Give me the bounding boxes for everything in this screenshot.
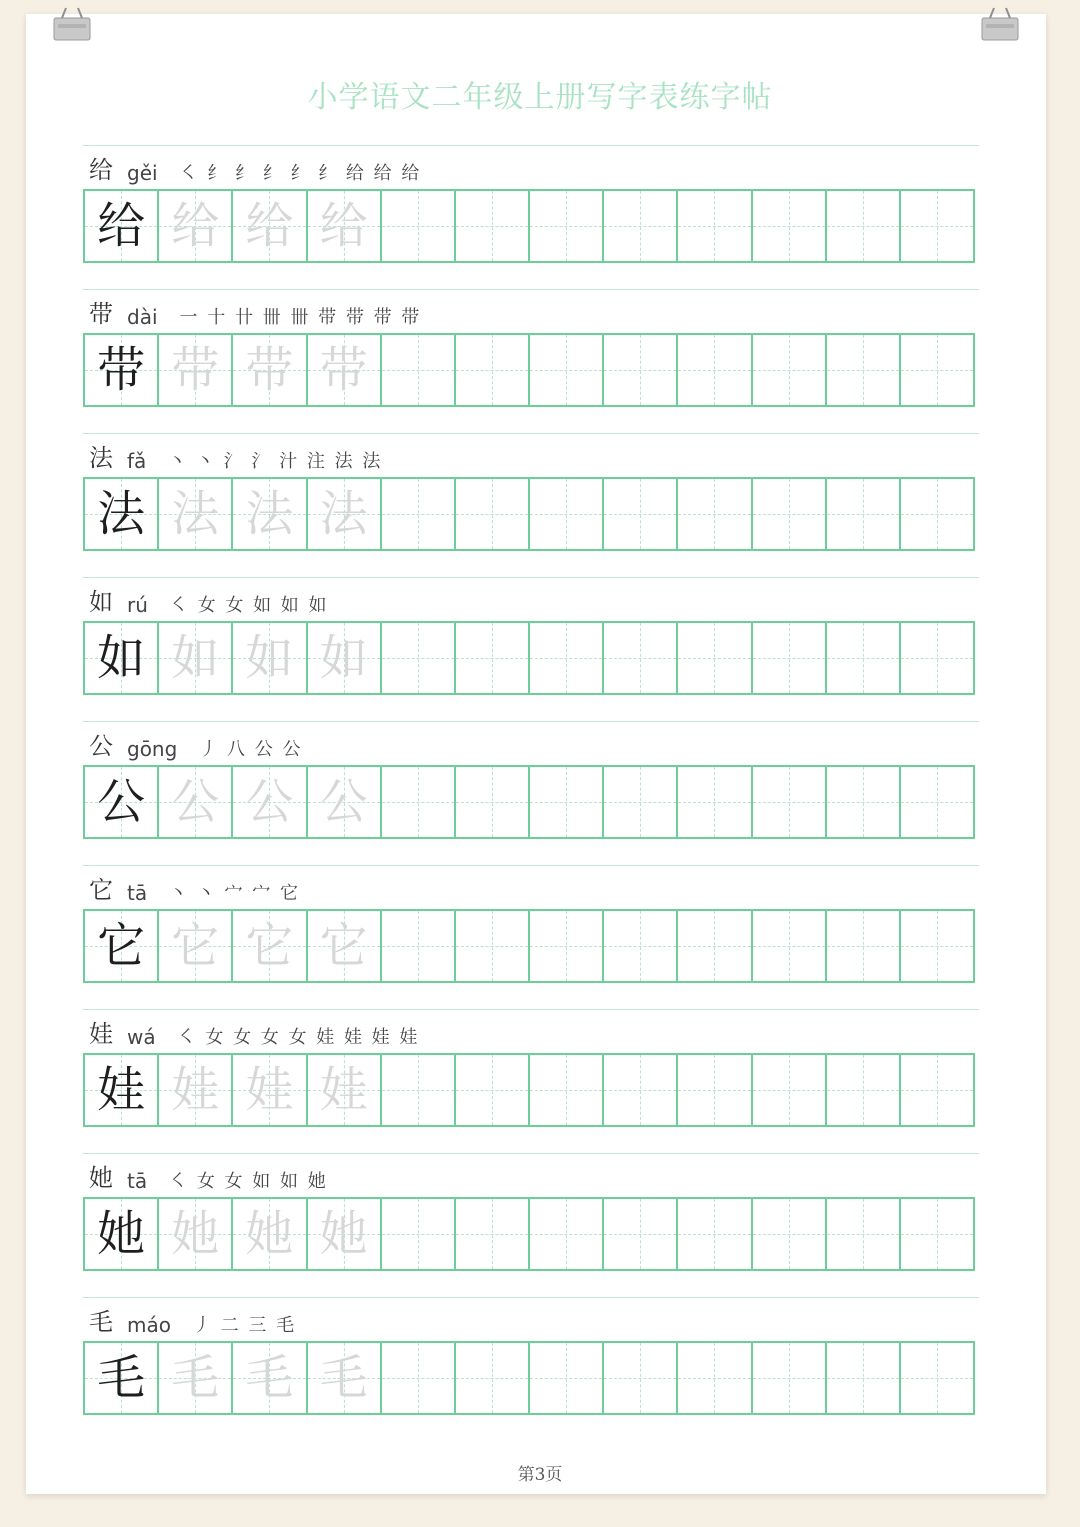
empty-practice-cell[interactable] bbox=[528, 1199, 602, 1269]
trace-character-cell bbox=[306, 479, 380, 549]
writing-grid bbox=[83, 765, 975, 839]
trace-character: 毛 bbox=[171, 1350, 220, 1406]
model-character: 娃 bbox=[97, 1062, 146, 1118]
empty-practice-cell[interactable] bbox=[380, 623, 454, 693]
empty-practice-cell[interactable] bbox=[676, 623, 750, 693]
empty-practice-cell[interactable] bbox=[899, 623, 973, 693]
pinyin-label: tā bbox=[127, 1169, 148, 1193]
trace-character-cell bbox=[231, 1199, 305, 1269]
trace-character: 给 bbox=[245, 198, 294, 254]
trace-character-cell bbox=[231, 191, 305, 261]
trace-character: 给 bbox=[171, 198, 220, 254]
trace-character-cell bbox=[231, 335, 305, 405]
trace-character-cell bbox=[306, 623, 380, 693]
trace-character: 毛 bbox=[245, 1350, 294, 1406]
empty-practice-cell[interactable] bbox=[751, 1343, 825, 1413]
empty-practice-cell[interactable] bbox=[528, 623, 602, 693]
trace-character-cell bbox=[306, 767, 380, 837]
empty-practice-cell[interactable] bbox=[602, 1343, 676, 1413]
character-label: 娃 bbox=[89, 1020, 113, 1048]
row-divider bbox=[83, 145, 979, 146]
writing-grid bbox=[83, 1053, 975, 1127]
pinyin-label: máo bbox=[127, 1313, 171, 1337]
practice-row bbox=[83, 145, 979, 275]
empty-practice-cell[interactable] bbox=[825, 191, 899, 261]
empty-practice-cell[interactable] bbox=[825, 479, 899, 549]
empty-practice-cell[interactable] bbox=[751, 623, 825, 693]
row-divider bbox=[83, 865, 979, 866]
model-character-cell bbox=[85, 191, 157, 261]
empty-practice-cell[interactable] bbox=[676, 479, 750, 549]
empty-practice-cell[interactable] bbox=[454, 911, 528, 981]
model-character-cell bbox=[85, 479, 157, 549]
empty-practice-cell[interactable] bbox=[676, 1343, 750, 1413]
empty-practice-cell[interactable] bbox=[751, 479, 825, 549]
empty-practice-cell[interactable] bbox=[751, 767, 825, 837]
trace-character-cell bbox=[157, 1343, 231, 1413]
practice-row bbox=[83, 721, 979, 851]
stroke-order: ㇛ 女 女 女 女 娃 娃 娃 娃 bbox=[177, 1027, 420, 1048]
practice-row bbox=[83, 1153, 979, 1283]
writing-grid bbox=[83, 1197, 975, 1271]
empty-practice-cell[interactable] bbox=[454, 1199, 528, 1269]
trace-character-cell bbox=[231, 1343, 305, 1413]
character-label: 公 bbox=[89, 732, 113, 760]
empty-practice-cell[interactable] bbox=[454, 1055, 528, 1125]
trace-character: 它 bbox=[245, 918, 294, 974]
empty-practice-cell[interactable] bbox=[825, 1343, 899, 1413]
empty-practice-cell[interactable] bbox=[899, 767, 973, 837]
trace-character: 她 bbox=[171, 1206, 220, 1262]
model-character: 毛 bbox=[97, 1350, 146, 1406]
empty-practice-cell[interactable] bbox=[602, 767, 676, 837]
writing-grid bbox=[83, 909, 975, 983]
empty-practice-cell[interactable] bbox=[528, 479, 602, 549]
writing-grid bbox=[83, 621, 975, 695]
trace-character: 她 bbox=[245, 1206, 294, 1262]
trace-character: 她 bbox=[319, 1206, 368, 1262]
empty-practice-cell[interactable] bbox=[899, 1343, 973, 1413]
trace-character: 带 bbox=[171, 342, 220, 398]
empty-practice-cell[interactable] bbox=[899, 911, 973, 981]
practice-row bbox=[83, 865, 979, 995]
stroke-order: ㇛ 女 女 如 如 如 bbox=[169, 595, 329, 616]
model-character: 给 bbox=[97, 198, 146, 254]
model-character-cell bbox=[85, 1055, 157, 1125]
character-info bbox=[89, 1019, 419, 1049]
character-info bbox=[89, 299, 421, 329]
model-character: 它 bbox=[97, 918, 146, 974]
trace-character: 它 bbox=[319, 918, 368, 974]
model-character: 公 bbox=[97, 774, 146, 830]
row-divider bbox=[83, 721, 979, 722]
trace-character: 公 bbox=[171, 774, 220, 830]
row-divider bbox=[83, 1153, 979, 1154]
trace-character-cell bbox=[157, 479, 231, 549]
trace-character-cell bbox=[306, 1055, 380, 1125]
stroke-order: 丶 丶 氵 氵 汁 注 法 法 bbox=[168, 451, 383, 472]
trace-character: 娃 bbox=[245, 1062, 294, 1118]
trace-character-cell bbox=[306, 191, 380, 261]
character-label: 毛 bbox=[89, 1308, 113, 1336]
trace-character-cell bbox=[306, 335, 380, 405]
row-divider bbox=[83, 1009, 979, 1010]
trace-character-cell bbox=[231, 479, 305, 549]
practice-row bbox=[83, 577, 979, 707]
trace-character: 娃 bbox=[171, 1062, 220, 1118]
writing-grid bbox=[83, 1341, 975, 1415]
empty-practice-cell[interactable] bbox=[528, 191, 602, 261]
practice-row bbox=[83, 1009, 979, 1139]
empty-practice-cell[interactable] bbox=[602, 623, 676, 693]
character-label: 给 bbox=[89, 156, 113, 184]
model-character: 法 bbox=[97, 486, 146, 542]
empty-practice-cell[interactable] bbox=[528, 1055, 602, 1125]
model-character: 如 bbox=[97, 630, 146, 686]
binder-clip-icon bbox=[52, 6, 92, 42]
page-title: 小学语文二年级上册写字表练字帖 bbox=[307, 80, 773, 115]
practice-row bbox=[83, 433, 979, 563]
empty-practice-cell[interactable] bbox=[528, 911, 602, 981]
empty-practice-cell[interactable] bbox=[676, 335, 750, 405]
trace-character: 法 bbox=[171, 486, 220, 542]
character-info bbox=[89, 155, 421, 185]
stroke-order: 一 十 卄 卌 卌 带 带 带 带 bbox=[179, 307, 422, 328]
page-number: 第3页 bbox=[517, 1465, 563, 1485]
writing-grid bbox=[83, 477, 975, 551]
trace-character: 公 bbox=[245, 774, 294, 830]
row-divider bbox=[83, 577, 979, 578]
trace-character-cell bbox=[157, 335, 231, 405]
character-info bbox=[89, 1163, 328, 1193]
empty-practice-cell[interactable] bbox=[528, 335, 602, 405]
trace-character: 毛 bbox=[319, 1350, 368, 1406]
character-info bbox=[89, 875, 300, 905]
stroke-order: 丿 二 三 毛 bbox=[192, 1315, 297, 1336]
empty-practice-cell[interactable] bbox=[602, 911, 676, 981]
writing-grid bbox=[83, 189, 975, 263]
trace-character: 它 bbox=[171, 918, 220, 974]
empty-practice-cell[interactable] bbox=[751, 1199, 825, 1269]
practice-row bbox=[83, 1297, 979, 1427]
trace-character: 法 bbox=[319, 486, 368, 542]
trace-character: 如 bbox=[245, 630, 294, 686]
empty-practice-cell[interactable] bbox=[676, 911, 750, 981]
empty-practice-cell[interactable] bbox=[825, 335, 899, 405]
empty-practice-cell[interactable] bbox=[825, 1199, 899, 1269]
empty-practice-cell[interactable] bbox=[751, 911, 825, 981]
character-label: 她 bbox=[89, 1164, 113, 1192]
empty-practice-cell[interactable] bbox=[454, 479, 528, 549]
model-character-cell bbox=[85, 1199, 157, 1269]
empty-practice-cell[interactable] bbox=[676, 1055, 750, 1125]
practice-row bbox=[83, 289, 979, 419]
empty-practice-cell[interactable] bbox=[676, 767, 750, 837]
empty-practice-cell[interactable] bbox=[528, 1343, 602, 1413]
empty-practice-cell[interactable] bbox=[602, 479, 676, 549]
empty-practice-cell[interactable] bbox=[899, 479, 973, 549]
pinyin-label: gōng bbox=[127, 737, 178, 761]
empty-practice-cell[interactable] bbox=[380, 191, 454, 261]
trace-character-cell bbox=[231, 767, 305, 837]
row-divider bbox=[83, 433, 979, 434]
trace-character: 带 bbox=[319, 342, 368, 398]
empty-practice-cell[interactable] bbox=[528, 767, 602, 837]
pinyin-label: wá bbox=[127, 1025, 156, 1049]
row-divider bbox=[83, 1297, 979, 1298]
trace-character-cell bbox=[157, 767, 231, 837]
trace-character: 法 bbox=[245, 486, 294, 542]
character-info bbox=[89, 1307, 296, 1337]
model-character-cell bbox=[85, 335, 157, 405]
empty-practice-cell[interactable] bbox=[676, 1199, 750, 1269]
empty-practice-cell[interactable] bbox=[602, 1199, 676, 1269]
empty-practice-cell[interactable] bbox=[825, 623, 899, 693]
trace-character-cell bbox=[231, 1055, 305, 1125]
model-character: 带 bbox=[97, 342, 146, 398]
character-info bbox=[89, 731, 302, 761]
pinyin-label: dài bbox=[127, 305, 158, 329]
empty-practice-cell[interactable] bbox=[751, 335, 825, 405]
trace-character-cell bbox=[157, 1055, 231, 1125]
stroke-order: 丿 八 公 公 bbox=[199, 739, 303, 760]
stroke-order: 丶 丶 宀 宀 它 bbox=[169, 883, 300, 904]
trace-character: 给 bbox=[319, 198, 368, 254]
trace-character-cell bbox=[306, 1199, 380, 1269]
empty-practice-cell[interactable] bbox=[380, 767, 454, 837]
character-label: 它 bbox=[89, 876, 113, 904]
character-info bbox=[89, 587, 329, 617]
character-label: 如 bbox=[89, 588, 113, 616]
model-character: 她 bbox=[97, 1206, 146, 1262]
empty-practice-cell[interactable] bbox=[602, 335, 676, 405]
empty-practice-cell[interactable] bbox=[454, 623, 528, 693]
model-character-cell bbox=[85, 1343, 157, 1413]
empty-practice-cell[interactable] bbox=[751, 1055, 825, 1125]
empty-practice-cell[interactable] bbox=[602, 191, 676, 261]
empty-practice-cell[interactable] bbox=[899, 1199, 973, 1269]
empty-practice-cell[interactable] bbox=[899, 191, 973, 261]
empty-practice-cell[interactable] bbox=[380, 1055, 454, 1125]
model-character-cell bbox=[85, 911, 157, 981]
empty-practice-cell[interactable] bbox=[380, 335, 454, 405]
stroke-order: ㇛ 女 女 如 如 她 bbox=[169, 1171, 328, 1192]
model-character-cell bbox=[85, 767, 157, 837]
character-label: 带 bbox=[89, 300, 113, 328]
empty-practice-cell[interactable] bbox=[751, 191, 825, 261]
trace-character-cell bbox=[231, 623, 305, 693]
writing-grid bbox=[83, 333, 975, 407]
trace-character-cell bbox=[306, 1343, 380, 1413]
character-info bbox=[89, 443, 382, 473]
pinyin-label: fǎ bbox=[127, 449, 147, 473]
empty-practice-cell[interactable] bbox=[602, 1055, 676, 1125]
empty-practice-cell[interactable] bbox=[454, 335, 528, 405]
trace-character-cell bbox=[231, 911, 305, 981]
empty-practice-cell[interactable] bbox=[899, 335, 973, 405]
trace-character-cell bbox=[157, 191, 231, 261]
empty-practice-cell[interactable] bbox=[825, 1055, 899, 1125]
empty-practice-cell[interactable] bbox=[825, 767, 899, 837]
empty-practice-cell[interactable] bbox=[380, 1199, 454, 1269]
empty-practice-cell[interactable] bbox=[454, 191, 528, 261]
pinyin-label: tā bbox=[127, 881, 148, 905]
pinyin-label: rú bbox=[127, 593, 148, 617]
empty-practice-cell[interactable] bbox=[454, 767, 528, 837]
trace-character: 如 bbox=[319, 630, 368, 686]
trace-character-cell bbox=[157, 623, 231, 693]
binder-clip-icon bbox=[980, 6, 1020, 42]
model-character-cell bbox=[85, 623, 157, 693]
empty-practice-cell[interactable] bbox=[676, 191, 750, 261]
trace-character: 如 bbox=[171, 630, 220, 686]
empty-practice-cell[interactable] bbox=[899, 1055, 973, 1125]
empty-practice-cell[interactable] bbox=[380, 479, 454, 549]
empty-practice-cell[interactable] bbox=[825, 911, 899, 981]
pinyin-label: gěi bbox=[127, 161, 158, 185]
character-label: 法 bbox=[89, 444, 113, 472]
stroke-order: ㇛ 纟 纟 纟 纟 纟 给 给 给 bbox=[179, 163, 422, 184]
trace-character: 公 bbox=[319, 774, 368, 830]
trace-character-cell bbox=[306, 911, 380, 981]
empty-practice-cell[interactable] bbox=[380, 911, 454, 981]
empty-practice-cell[interactable] bbox=[380, 1343, 454, 1413]
trace-character-cell bbox=[157, 911, 231, 981]
row-divider bbox=[83, 289, 979, 290]
empty-practice-cell[interactable] bbox=[454, 1343, 528, 1413]
trace-character-cell bbox=[157, 1199, 231, 1269]
trace-character: 带 bbox=[245, 342, 294, 398]
trace-character: 娃 bbox=[319, 1062, 368, 1118]
